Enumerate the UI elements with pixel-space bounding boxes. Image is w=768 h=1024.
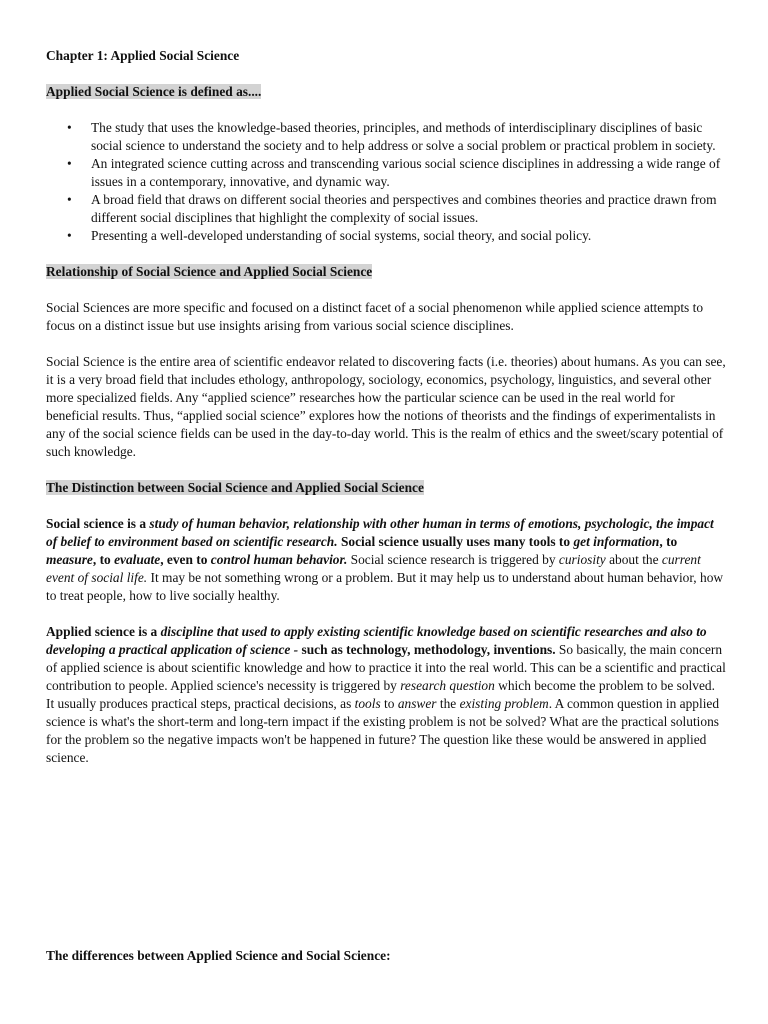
relationship-paragraph-1: Social Sciences are more specific and focused on a distinct facet of a social phenomenon while applied science attempts to focus on a distinct issue but use insights arising from various social science disciplines. (46, 300, 704, 333)
page-content (46, 47, 726, 767)
list-item: • A broad field that draws on different social theories and perspectives and combines theories and practice drawn from different social disciplines that highlight the complexity of social issues. (67, 192, 717, 225)
applied-science-paragraph: Applied science is a discipline that used to apply existing scientific knowledge based on scientific researches and also to developing a practical application of science - such as technology, methodology, inventions. So basically, the main concern of applied science is about scientific knowledge and how to practice it into the real world. This can be a scientific and practical contribution to people. Applied science's necessity is triggered by research question which become the problem to be solved. It usually produces practical steps, practical decisions, as tools to answer the existing problem. A common question in applied science is what's the short-term and long-tern impact if the existing problem is not be solved? What are the practical solutions for the problem so the negative impacts won't be happened in future? The question like these would be answered in applied science. (46, 624, 726, 765)
bullet-icon: • (67, 192, 72, 207)
differences-heading: The differences between Applied Science and Social Science: (46, 948, 391, 963)
section-heading-distinction (46, 479, 726, 497)
chapter-title: Chapter 1: Applied Social Science (46, 48, 240, 63)
section-heading-definition (46, 83, 726, 101)
list-item: • An integrated science cutting across and transcending various social science disciplines in addressing a wide range of issues in a contemporary, innovative, and dynamic way. (67, 156, 721, 189)
bullet-icon: • (67, 228, 72, 243)
definition-list (46, 119, 726, 245)
list-item: • The study that uses the knowledge-based theories, principles, and methods of interdisciplinary disciplines of basic social science to understand the society and to help address or solve a social problem or practical problem in society. (67, 120, 716, 153)
social-science-paragraph: Social science is a study of human behavior, relationship with other human in terms of emotions, psychologic, the impact of belief to environment based on scientific research. Social science usually uses many tools to get information, to measure, to evaluate, even to control human behavior. Social science research is triggered by curiosity about the current event of social life. It may be not something wrong or a problem. But it may help us to understand about human behavior, how to treat people, how to live socially healthy. (46, 516, 724, 603)
highlighted-heading: The Distinction between Social Science and Applied Social Science (46, 480, 424, 495)
relationship-paragraph-2: Social Science is the entire area of scientific endeavor related to discovering facts (i.e. theories) about humans. As you can see, it is a very broad field that includes ethology, anthropology, sociology, economics, psychology, linguistics, and several other more specialized fields. Any “applied science” researches how the particular science can be used in the real world for beneficial results. Thus, “applied social science” explores how the notions of theorists and the findings of experimentalists in any of the social science fields can be used in the day-to-day world. This is the realm of ethics and the sweet/scary potential of such knowledge. (46, 354, 726, 459)
highlighted-heading: Applied Social Science is defined as.... (46, 84, 262, 99)
bullet-icon: • (67, 156, 72, 171)
highlighted-heading: Relationship of Social Science and Applied Social Science (46, 264, 373, 279)
bullet-icon: • (67, 120, 72, 135)
list-item: • Presenting a well-developed understanding of social systems, social theory, and social policy. (67, 228, 592, 243)
section-heading-relationship (46, 263, 726, 281)
